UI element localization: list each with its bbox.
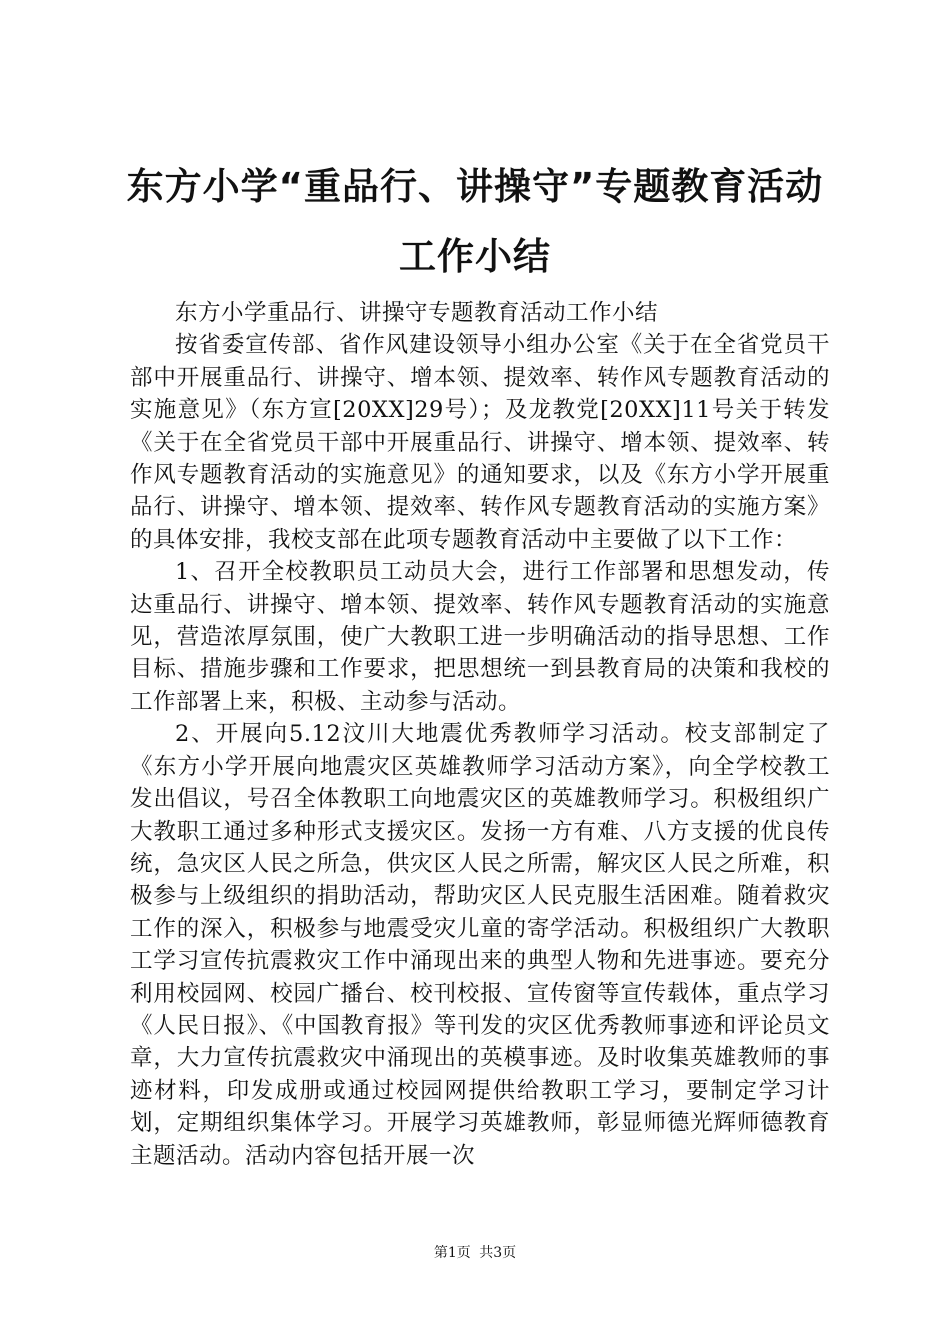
page-number-footer: 第1页 共3页 (433, 1245, 517, 1261)
paragraph-item-2: 2、开展向5.12汶川大地震优秀教师学习活动。校支部制定了《东方小学开展向地震灾区英雄教师学习活动方案》，向全学校教工发出倡议，号召全体教职工向地震灾区的英雄教师学习。积极组织广大教职工通过多种形式支援灾区。发扬一方有难、八方支援的优良传统，急灾区人民之所急，供灾区人民之所需，解灾区人民之所难，积极参与上级组织的捐助活动，帮助灾区人民克服生活困难。随着救灾工作的深入，积极参与地震受灾儿童的寄学活动。积极组织广大教职工学习宣传抗震救灾工作中涌现出来的典型人物和先进事迹。要充分利用校园网、校园广播台、校刊校报、宣传窗等宣传载体，重点学习《人民日报》、《中国教育报》等刊发的灾区优秀教师事迹和评论员文章，大力宣传抗震救灾中涌现出的英模事迹。及时收集英雄教师的事迹材料，印发成册或通过校园网提供给教职工学习，要制定学习计划，定期组织集体学习。开展学习英雄教师，彰显师德光辉师德教育主题活动。活动内容包括开展一次 (130, 721, 830, 1169)
document-body (130, 297, 830, 1172)
paragraph-item-1: 1、召开全校教职员工动员大会，进行工作部署和思想发动，传达重品行、讲操守、增本领、提效率、转作风专题教育活动的实施意见，营造浓厚氛围，使广大教职工进一步明确活动的指导思想、工作目标、措施步骤和工作要求，把思想统一到县教育局的决策和我校的工作部署上来，积极、主动参与活动。 (130, 559, 830, 715)
paragraph-subtitle: 东方小学重品行、讲操守专题教育活动工作小结 (175, 300, 659, 326)
document-title: 东方小学“重品行、讲操守”专题教育活动工作小结 (126, 165, 824, 278)
paragraph-intro: 按省委宣传部、省作风建设领导小组办公室《关于在全省党员干部中开展重品行、讲操守、增本领、提效率、转作风专题教育活动的实施意见》（东方宣[20XX]29号）；及龙教党[20XX]11号关于转发《关于在全省党员干部中开展重品行、讲操守、增本领、提效率、转作风专题教育活动的实施意见》的通知要求，以及《东方小学开展重品行、讲操守、增本领、提效率、转作风专题教育活动的实施方案》的具体安排，我校支部在此项专题教育活动中主要做了以下工作： (130, 332, 830, 553)
